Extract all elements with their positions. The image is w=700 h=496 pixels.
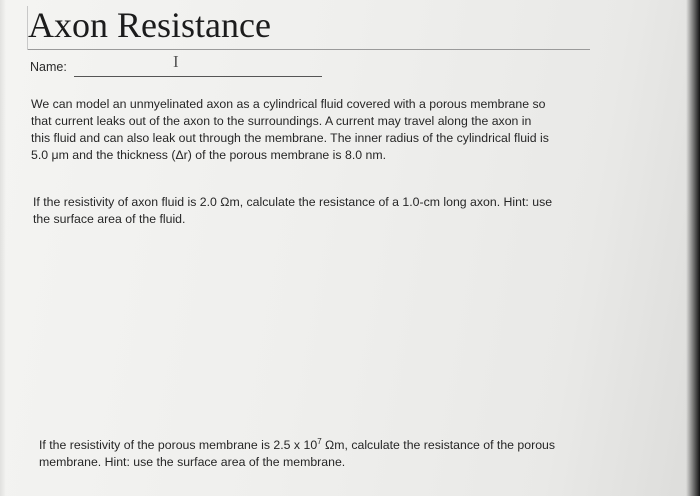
intro-line: We can model an unmyelinated axon as a cylindrical fluid covered with a porous membrane so [31,97,546,111]
intro-line: 5.0 μm and the thickness (Δr) of the porous membrane is 8.0 nm. [31,148,386,162]
name-field[interactable] [74,76,322,77]
name-label: Name: [30,60,67,74]
question-line: If the resistivity of axon fluid is 2.0 Ωm, calculate the resistance of a 1.0-cm long axon. Hint: use [33,195,553,209]
title-underline [28,49,590,50]
question-line: the surface area of the fluid. [33,212,186,226]
intro-line: this fluid and can also leak out through the membrane. The inner radius of the cylindrical fluid is [31,131,549,145]
question-line: membrane. Hint: use the surface area of the membrane. [39,455,346,469]
page-shadow-right [686,0,700,496]
question-fluid-resistance [33,194,593,228]
question-text: Ωm, calculate the resistance of the porous [321,438,556,452]
question-membrane-resistance [39,433,599,471]
intro-paragraph [31,96,591,164]
question-text: If the resistivity of the porous membrane is 2.5 x 10 [39,438,318,452]
text-cursor-icon: I [173,52,179,71]
question-line [39,433,599,454]
page-shadow-left [0,0,6,496]
exponent: 7 [317,437,322,446]
intro-line: that current leaks out of the axon to the surroundings. A current may travel along the axon in [31,114,532,128]
document-title: Axon Resistance [28,5,271,45]
